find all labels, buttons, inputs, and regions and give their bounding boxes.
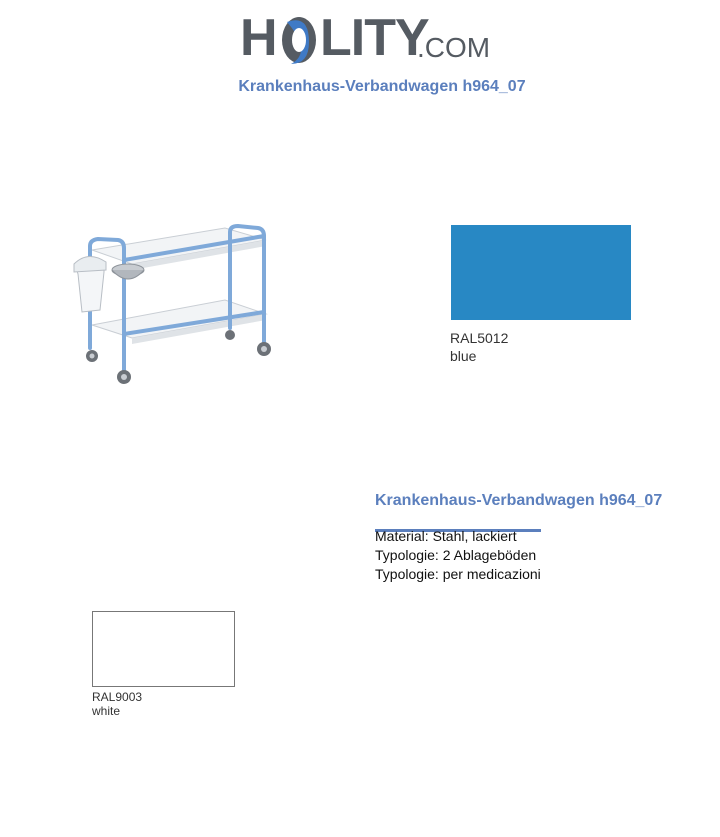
color-code-label: RAL9003 [92, 690, 143, 704]
color-swatch-white [92, 611, 235, 687]
trolley-image [70, 220, 280, 395]
spec-typology-use: Typologie: per medicazioni [375, 566, 541, 582]
product-title: Krankenhaus-Verbandwagen h964_07 [375, 492, 663, 509]
color-code-label: RAL5012 [450, 330, 509, 346]
color-swatch-blue [451, 225, 631, 320]
logo-letter-h: H [240, 9, 277, 67]
logo-mark-icon [279, 12, 319, 68]
spec-material: Material: Stahl, lackiert [375, 528, 517, 544]
logo-suffix: .COM [417, 32, 491, 63]
spec-typology-shelves: Typologie: 2 Ablageböden [375, 547, 537, 563]
color-name-label: white [92, 704, 121, 718]
holity-logo[interactable] [240, 8, 490, 70]
page-title: Krankenhaus-Verbandwagen h964_07 [238, 78, 526, 95]
logo-letters-lity: LITY [320, 9, 429, 67]
color-name-label: blue [450, 348, 477, 364]
